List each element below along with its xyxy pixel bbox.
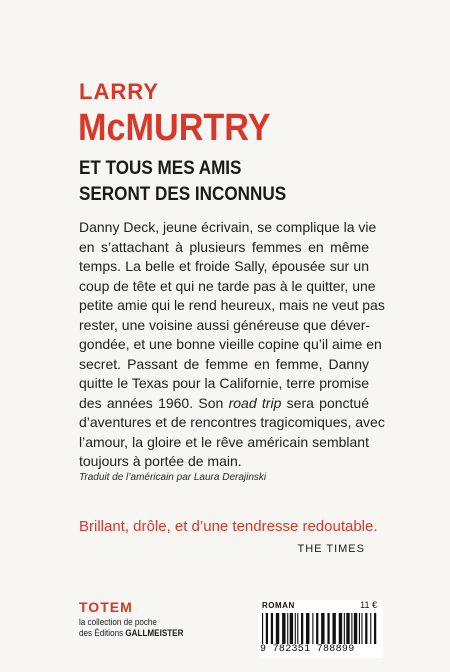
blurb-line: l’amour, la gloire et le rêve américain semblant <box>79 433 369 450</box>
barcode-bar <box>359 613 360 644</box>
barcode-bar <box>374 613 376 644</box>
blurb-line: secret. Passant de femme en femme, Danny <box>79 355 369 372</box>
blurb-line: en s’attachant à plusieurs femmes en même <box>79 238 369 255</box>
barcode-bar <box>344 613 345 644</box>
translator-credit: Traduit de l’américain par Laura Derajinski <box>79 472 267 483</box>
collection-description <box>79 617 183 639</box>
blurb-line: d’aventures et de rencontres tragicomiques, avec <box>79 414 385 430</box>
book-title-line-1: ET TOUS MES AMIS <box>79 158 242 179</box>
blurb-line: gondée, et une bonne vieille copine qu’il aime en <box>79 336 382 352</box>
blurb-line: temps. La belle et froide Sally, épousée sur un <box>79 258 369 274</box>
collection-logo: TOTEM <box>79 599 133 615</box>
barcode-bar <box>365 613 367 644</box>
barcode-bar <box>276 613 279 644</box>
blurb-line: rester, une voisine aussi généreuse que déver- <box>79 316 371 333</box>
barcode-bar <box>321 613 324 644</box>
isbn-barcode <box>262 613 379 644</box>
barcode-bar <box>370 613 371 644</box>
author-last-name: McMURTRY <box>78 107 271 149</box>
genre-label: ROMAN <box>262 601 295 610</box>
barcode-bar <box>266 613 268 644</box>
barcode-bar <box>339 613 342 644</box>
barcode-bar <box>361 613 362 644</box>
barcode-bar <box>282 613 285 644</box>
blurb-line: toujours à portée de main. <box>79 453 242 469</box>
collection-description-line-2 <box>79 628 183 639</box>
barcode-bar <box>301 613 303 644</box>
publisher-name: GALLMEISTER <box>125 628 184 638</box>
collection-description-line-1: la collection de poche <box>79 617 157 627</box>
barcode-bar <box>297 613 298 644</box>
book-title-line-2: SERONT DES INCONNUS <box>79 184 287 205</box>
barcode-bar <box>295 613 296 644</box>
barcode-bar <box>332 613 335 644</box>
barcode-bar <box>351 613 352 644</box>
barcode-bar <box>346 613 349 644</box>
barcode-bar <box>262 613 263 644</box>
road-trip-italic: road trip <box>228 394 282 411</box>
barcode-bar <box>354 613 357 644</box>
blurb-line: petite amie qui le rend heureux, mais ne veut pas <box>79 297 385 313</box>
isbn-digits: 9 782351 788899 <box>260 644 355 655</box>
blurb-line: quitte le Texas pour la Californie, terre promise <box>79 375 369 391</box>
barcode-bar <box>316 613 318 644</box>
press-quote-source: THE TIMES <box>297 543 365 555</box>
barcode-panel <box>258 600 383 658</box>
blurb-line: Danny Deck, jeune écrivain, se complique la vie <box>79 219 377 235</box>
barcode-bar <box>306 613 309 644</box>
price-label: 11 € <box>360 600 377 610</box>
blurb-line-road-trip: des années 1960. Son road trip sera ponctué <box>79 394 370 411</box>
author-first-name: LARRY <box>79 79 159 104</box>
press-quote: Brillant, drôle, et d’une tendresse redoutable. <box>79 518 378 535</box>
book-blurb <box>79 218 385 472</box>
blurb-line: coup de tête et qui ne tarde pas à le quitter, une <box>79 277 376 294</box>
barcode-bar <box>287 613 288 644</box>
barcode-bar <box>312 613 313 644</box>
barcode-bar <box>271 613 273 644</box>
publisher-prefix: des Éditions <box>79 628 126 638</box>
barcode-bar <box>327 613 329 644</box>
barcode-bar <box>290 613 293 644</box>
